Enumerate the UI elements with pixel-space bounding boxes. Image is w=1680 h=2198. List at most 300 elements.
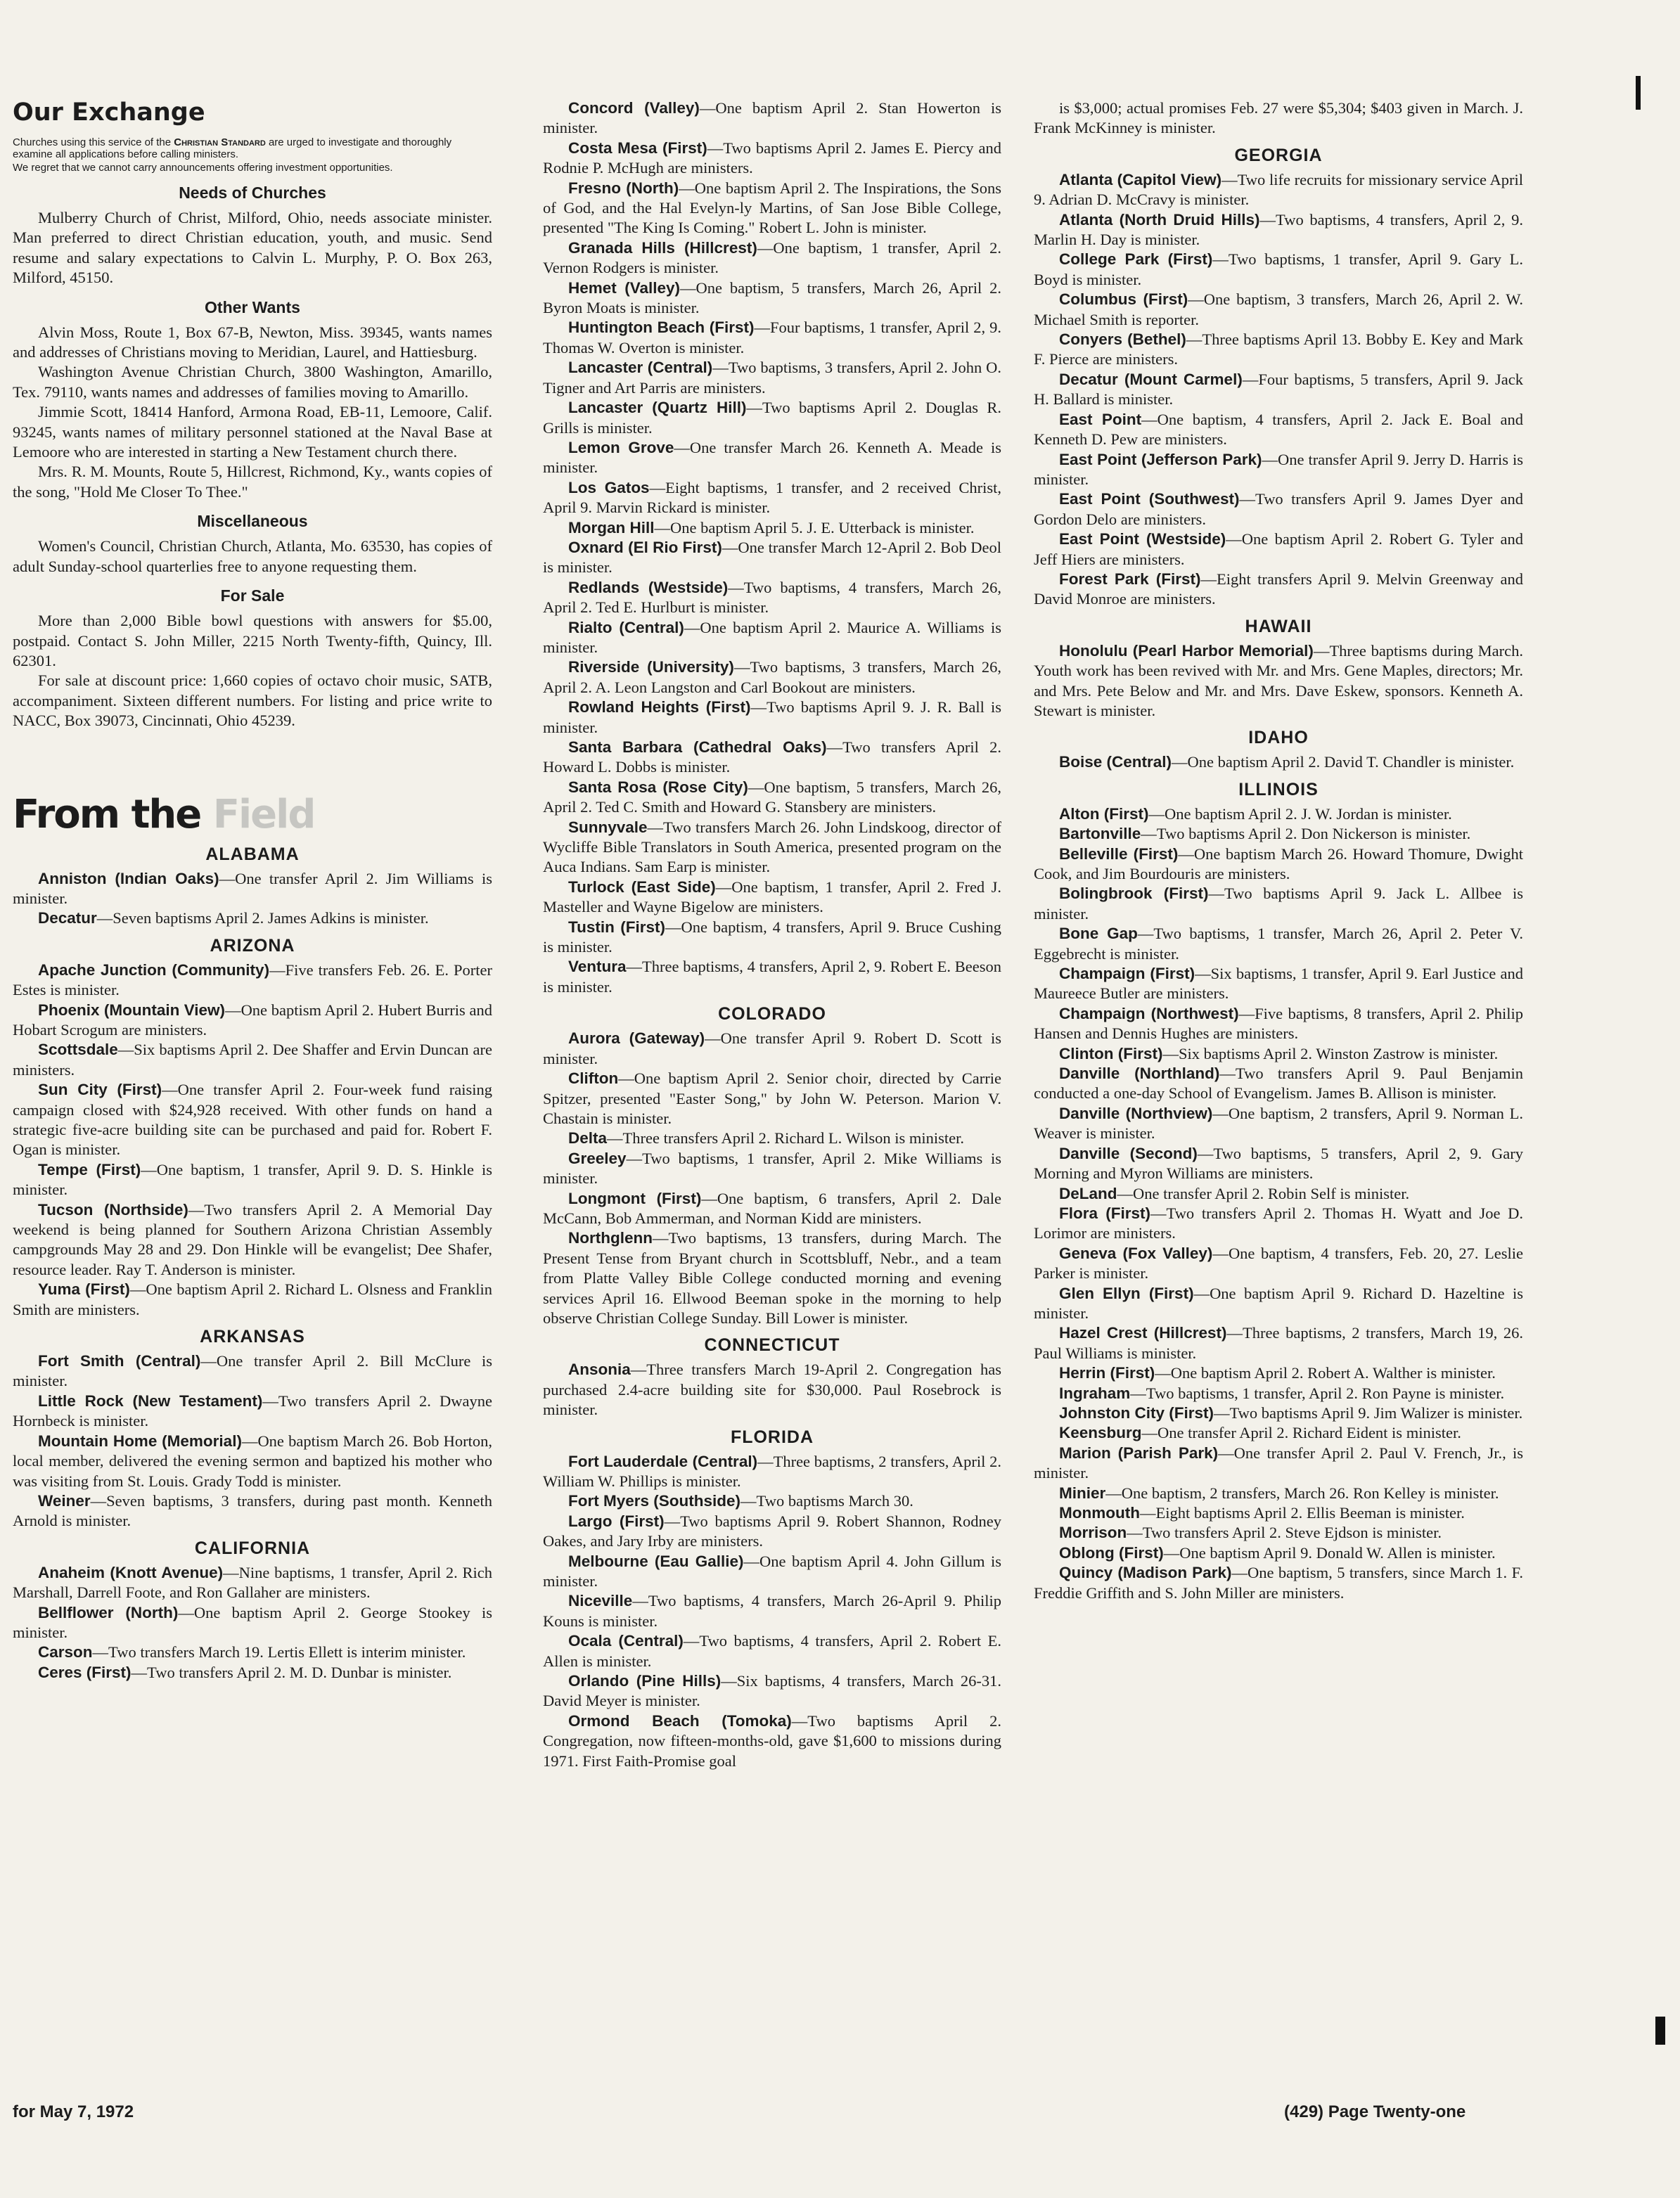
church-name: Ansonia — [568, 1361, 631, 1379]
report-text: —Two baptisms, 1 transfer, March 26, April 2. Peter V. Eggebrecht is minister. — [1034, 925, 1523, 963]
church-report — [1034, 98, 1523, 139]
church-report — [13, 1040, 492, 1080]
section-heading: Miscellaneous — [197, 512, 308, 531]
church-report — [1034, 370, 1523, 410]
classified-ad: More than 2,000 Bible bowl questions with answers for $5.00, postpaid. Contact S. John Miller, 2215 North Twenty-fifth, Quincy, Ill. 62301. — [13, 612, 492, 669]
church-report — [543, 1069, 1001, 1129]
report-text: —Three baptisms, 2 transfers, March 19, 26. Paul Williams is minister. — [1034, 1324, 1523, 1362]
church-name: Phoenix (Mountain View) — [38, 1001, 226, 1019]
church-report — [1034, 1104, 1523, 1144]
church-report — [1034, 924, 1523, 964]
note-text: Churches using this service of the — [13, 136, 174, 148]
footer-page-number: (429) Page Twenty-one — [1284, 2102, 1466, 2121]
report-text: —One baptism, 2 transfers, April 9. Norman L. Weaver is minister. — [1034, 1104, 1523, 1143]
church-report — [13, 1351, 492, 1392]
church-name: Tucson (Northside) — [38, 1200, 188, 1219]
church-report — [1034, 752, 1523, 772]
classified-ad: Alvin Moss, Route 1, Box 67-B, Newton, Miss. 39345, wants names and addresses of Christians moving to Meridian, Laurel, and Hattiesburg. — [13, 323, 492, 361]
report-text: —One baptism April 2. Stan Howerton is minister. — [543, 99, 1001, 137]
report-text: —Two baptisms, 4 transfers, March 26-April 9. Philip Kouns is minister. — [543, 1592, 1001, 1630]
report-text: —Two baptisms April 2. Congregation, now fifteen-months-old, gave $1,600 to missions during 1971. First Faith-Promise goal — [543, 1711, 1001, 1770]
footer-date: for May 7, 1972 — [13, 2102, 134, 2121]
report-text: —Three baptisms, 4 transfers, April 2, 9. Robert E. Beeson is minister. — [543, 958, 1001, 996]
church-name: Sunnyvale — [568, 818, 648, 836]
church-name: Oxnard (El Rio First) — [568, 538, 722, 556]
church-report — [13, 1643, 492, 1662]
left-column — [13, 98, 492, 2067]
report-text: —Two transfers April 9. Paul Benjamin conducted a one-day School of Evangelism. James B. Allison is minister. — [1034, 1065, 1523, 1103]
church-report — [1034, 210, 1523, 250]
church-report — [1034, 529, 1523, 570]
church-name: Bartonville — [1059, 825, 1141, 843]
report-text: —Seven baptisms April 2. James Adkins is minister. — [96, 909, 429, 927]
church-name: Fort Smith (Central) — [38, 1352, 201, 1370]
church-name: Forest Park (First) — [1059, 570, 1201, 588]
church-name: Niceville — [568, 1592, 633, 1610]
report-text: —Three baptisms April 13. Bobby E. Key and Mark F. Pierce are ministers. — [1034, 330, 1523, 368]
state-heading: HAWAII — [1245, 616, 1312, 636]
church-name: Marion (Parish Park) — [1059, 1444, 1219, 1462]
church-name: Redlands (Westside) — [568, 578, 729, 596]
report-text: —Two transfers April 9. James Dyer and Gordon Delo are ministers. — [1034, 490, 1523, 528]
edge-mark — [1636, 76, 1641, 110]
church-report — [13, 1603, 492, 1643]
report-text: —One baptism March 26. Bob Horton, local member, delivered the evening sermon and baptized his mother who was visiting from St. Louis. Grady Todd is minister. — [13, 1432, 492, 1490]
report-text: —Two baptisms April 9. Jim Walizer is minister. — [1214, 1403, 1523, 1422]
church-report — [543, 478, 1001, 518]
church-report — [543, 1360, 1001, 1420]
church-report — [13, 1200, 492, 1280]
church-report — [1034, 410, 1523, 450]
church-report — [543, 1149, 1001, 1189]
report-text: —One transfer April 2. Richard Eident is minister. — [1141, 1424, 1461, 1442]
state-heading: ILLINOIS — [1238, 779, 1319, 799]
field-column-3 — [1034, 98, 1523, 1603]
report-text: —Two transfers March 26. John Lindskoog, director of Wycliffe Bible Translators in South America, presented program on the Auca Indians. Sam Earp is minister. — [543, 818, 1001, 876]
report-text: —One transfer March 26. Kenneth A. Meade is minister. — [543, 438, 1001, 477]
middle-column — [543, 98, 1001, 2067]
church-name: Delta — [568, 1129, 608, 1148]
report-text: —Six baptisms, 1 transfer, April 9. Earl Justice and Maureece Butler are ministers. — [1034, 965, 1523, 1003]
report-text: —One baptism, 6 transfers, April 2. Dale McCann, Bob Ammerman, and Norman Kidd are ministers. — [543, 1189, 1001, 1227]
church-name: Carson — [38, 1643, 93, 1662]
report-text: —Two transfers April 2. Dwayne Hornbeck is minister. — [13, 1392, 492, 1430]
report-text: —One baptism April 2. Richard L. Olsness and Franklin Smith are ministers. — [13, 1280, 492, 1318]
church-name: Fort Lauderdale (Central) — [568, 1452, 758, 1470]
report-text: —Six baptisms April 2. Winston Zastrow is minister. — [1162, 1044, 1499, 1062]
church-report — [1034, 1523, 1523, 1543]
report-text: —Six baptisms, 4 transfers, March 26-31. David Meyer is minister. — [543, 1672, 1001, 1710]
church-name: Turlock (East Side) — [568, 878, 716, 896]
church-report — [543, 1228, 1001, 1328]
report-text: —One baptism April 2. Robert A. Walther is minister. — [1155, 1364, 1496, 1382]
church-report — [1034, 1543, 1523, 1563]
report-text: —One baptism, 4 transfers, April 2. Jack E. Boal and Kenneth D. Pew are ministers. — [1034, 410, 1523, 449]
publication-name: Christian Standard — [174, 136, 266, 148]
church-report — [543, 538, 1001, 578]
church-name: Huntington Beach (First) — [568, 319, 755, 337]
report-text: —Two baptisms April 9. Jack L. Allbee is minister. — [1034, 885, 1523, 923]
church-report — [13, 1663, 492, 1683]
report-text: —Two baptisms April 9. J. R. Ball is minister. — [543, 698, 1001, 736]
report-text: —Two transfers April 2. M. D. Dunbar is minister. — [131, 1663, 452, 1681]
church-report — [1034, 804, 1523, 824]
church-report — [543, 438, 1001, 478]
church-report — [1034, 1144, 1523, 1184]
church-name: Lancaster (Quartz Hill) — [568, 399, 747, 417]
church-name: East Point (Jefferson Park) — [1059, 450, 1262, 468]
report-text: —One baptism April 2. Hubert Burris and Hobart Scrogum are ministers. — [13, 1001, 492, 1039]
church-name: Conyers (Bethel) — [1059, 330, 1186, 349]
church-report — [1034, 1044, 1523, 1064]
field-column-2 — [543, 98, 1001, 1771]
report-text: —Eight baptisms April 2. Ellis Beeman is minister. — [1139, 1504, 1465, 1522]
church-name: Bone Gap — [1059, 925, 1138, 943]
church-name: Bolingbrook (First) — [1059, 885, 1209, 903]
report-text: is $3,000; actual promises Feb. 27 were $5,304; $403 given in March. J. Frank McKinney is minister. — [1034, 99, 1523, 137]
church-name: DeLand — [1059, 1184, 1117, 1202]
state-heading: ARIZONA — [210, 935, 295, 956]
church-report — [543, 1129, 1001, 1148]
church-report — [543, 318, 1001, 358]
report-text: —One baptism April 2. George Stookey is minister. — [13, 1603, 492, 1641]
report-text: —Two baptisms, 1 transfer, April 9. Gary L. Boyd is minister. — [1034, 250, 1523, 288]
state-heading: IDAHO — [1248, 728, 1309, 748]
church-report — [543, 1189, 1001, 1229]
report-text: —Two baptisms April 2. James E. Piercy and Rodnie P. McHugh are ministers. — [543, 139, 1001, 177]
church-report — [1034, 1484, 1523, 1503]
church-name: Ocala (Central) — [568, 1632, 684, 1650]
report-text: —One baptism, 5 transfers, March 26, April 2. Byron Moats is minister. — [543, 278, 1001, 317]
report-text: —Two life recruits for missionary service April 9. Adrian D. McCravy is minister. — [1034, 170, 1523, 209]
classified-ad: Mulberry Church of Christ, Milford, Ohio, needs associate minister. Man preferred to direct Christian education, youth, and music. Send resume and salary expectations to Calvin L. Murphy, P. O. Box 263, Milford, 45150. — [13, 209, 492, 287]
church-report — [1034, 1244, 1523, 1284]
state-heading: CALIFORNIA — [194, 1538, 311, 1558]
church-name: East Point (Southwest) — [1059, 490, 1240, 508]
state-heading: GEORGIA — [1234, 145, 1323, 165]
church-name: Sun City (First) — [38, 1081, 162, 1099]
church-report — [543, 878, 1001, 918]
report-text: —One transfer April 2. Paul V. French, Jr., is minister. — [1034, 1444, 1523, 1482]
report-text: —One transfer April 9. Robert D. Scott is minister. — [543, 1029, 1001, 1067]
church-name: Riverside (University) — [568, 658, 734, 676]
report-text: —Three baptisms, 2 transfers, April 2. William W. Phillips is minister. — [543, 1452, 1001, 1490]
field-title-dark: From the — [13, 791, 201, 837]
church-name: Santa Barbara (Cathedral Oaks) — [568, 738, 827, 756]
field-title-faded: Field — [212, 791, 315, 837]
report-text: —One baptism April 2. The Inspirations, the Sons of God, and the Hal Evelyn-ly Martins, of San Jose Bible College, presented "The King Is Coming." Robert L. John is minister. — [543, 179, 1001, 237]
report-text: —One baptism, 5 transfers, March 26, April 2. Ted C. Smith and Howard G. Stansbery are ministers. — [543, 778, 1001, 816]
edge-mark — [1655, 2017, 1665, 2045]
church-name: Little Rock (New Testament) — [38, 1392, 263, 1410]
church-name: Oblong (First) — [1059, 1543, 1164, 1562]
church-report — [13, 1001, 492, 1041]
church-name: Fort Myers (Southside) — [568, 1492, 741, 1510]
state-heading: ALABAMA — [205, 844, 300, 864]
church-report — [1034, 290, 1523, 330]
state-heading: CONNECTICUT — [704, 1335, 840, 1356]
report-text: —Two baptisms, 4 transfers, April 2, 9. Marlin H. Day is minister. — [1034, 210, 1523, 249]
section-heading: For Sale — [220, 586, 285, 605]
church-name: Northglenn — [568, 1229, 653, 1247]
note-text: are urged to investigate and thoroughly examine all applications before calling ministers. — [13, 136, 452, 160]
church-report — [1034, 1444, 1523, 1484]
church-name: Atlanta (Capitol View) — [1059, 170, 1222, 188]
report-text: —One baptism April 5. J. E. Utterback is minister. — [654, 518, 975, 536]
our-exchange-title: Our Exchange — [13, 98, 205, 127]
church-name: Danville (Second) — [1059, 1144, 1198, 1162]
church-name: Ingraham — [1059, 1384, 1131, 1402]
church-name: Santa Rosa (Rose City) — [568, 778, 748, 796]
church-report — [1034, 1284, 1523, 1324]
state-heading: ARKANSAS — [200, 1327, 305, 1347]
exchange-sections — [13, 184, 492, 731]
report-text: —Three transfers April 2. Richard L. Wilson is minister. — [607, 1129, 964, 1148]
church-report — [13, 1432, 492, 1491]
classified-ad: Women's Council, Christian Church, Atlanta, Mo. 63530, has copies of adult Sunday-school quarterlies free to anyone requesting them. — [13, 537, 492, 575]
report-text: —Two baptisms, 4 transfers, March 26, April 2. Ted E. Hurlburt is minister. — [543, 578, 1001, 617]
report-text: —Eight transfers April 9. Melvin Greenway and David Monroe are ministers. — [1034, 570, 1523, 608]
report-text: —One baptism, 4 transfers, April 9. Bruce Cushing is minister. — [543, 918, 1001, 956]
church-report — [1034, 1184, 1523, 1204]
church-report — [543, 1029, 1001, 1069]
church-name: Tempe (First) — [38, 1160, 141, 1178]
church-name: Alton (First) — [1059, 804, 1149, 823]
report-text: —Nine baptisms, 1 transfer, April 2. Rich Marshall, Darrell Foote, and Ron Gallaher are ministers. — [13, 1563, 492, 1602]
report-text: —Four baptisms, 1 transfer, April 2, 9. Thomas W. Overton is minister. — [543, 319, 1001, 356]
church-name: Longmont (First) — [568, 1189, 702, 1207]
church-report — [1034, 824, 1523, 844]
church-name: Orlando (Pine Hills) — [568, 1672, 722, 1690]
church-name: Anniston (Indian Oaks) — [38, 869, 219, 887]
report-text: —One baptism, 1 transfer, April 9. D. S. Hinkle is minister. — [13, 1160, 492, 1199]
church-name: Flora (First) — [1059, 1204, 1151, 1222]
church-name: Honolulu (Pearl Harbor Memorial) — [1059, 641, 1314, 660]
report-text: —One baptism April 2. J. W. Jordan is minister. — [1148, 804, 1452, 823]
church-report — [543, 398, 1001, 438]
church-report — [543, 778, 1001, 818]
report-text: —Two baptisms, 1 transfer, April 2. Ron Payne is minister. — [1130, 1384, 1505, 1402]
church-name: Concord (Valley) — [568, 99, 700, 117]
state-heading: FLORIDA — [730, 1427, 814, 1447]
church-name: Tustin (First) — [568, 918, 666, 936]
church-report — [543, 179, 1001, 238]
church-name: Weiner — [38, 1491, 91, 1510]
church-name: Glen Ellyn (First) — [1059, 1284, 1194, 1302]
church-name: Mountain Home (Memorial) — [38, 1432, 242, 1450]
church-name: East Point — [1059, 410, 1142, 428]
church-report — [13, 908, 492, 928]
classified-ad: Washington Avenue Christian Church, 3800 Washington, Amarillo, Tex. 79110, wants names and addresses of families moving to Amarillo. — [13, 363, 492, 401]
church-name: Keensburg — [1059, 1424, 1142, 1442]
church-report — [543, 358, 1001, 398]
church-report — [543, 139, 1001, 179]
church-report — [1034, 1384, 1523, 1403]
church-report — [543, 578, 1001, 618]
church-name: Decatur — [38, 909, 97, 927]
church-report — [1034, 1503, 1523, 1523]
report-text: —One transfer April 2. Bill McClure is minister. — [13, 1352, 492, 1390]
report-text: —Two baptisms, 3 transfers, March 26, April 2. A. Leon Langston and Carl Bookout are ministers. — [543, 658, 1001, 696]
church-name: Minier — [1059, 1484, 1106, 1502]
church-name: Geneva (Fox Valley) — [1059, 1244, 1213, 1262]
report-text: —Two transfers April 2. Howard L. Dobbs is minister. — [543, 738, 1001, 776]
church-report — [543, 518, 1001, 538]
church-name: Danville (Northview) — [1059, 1104, 1213, 1122]
report-text: —Two baptisms March 30. — [740, 1492, 913, 1510]
church-report — [1034, 844, 1523, 885]
church-name: Melbourne (Eau Gallie) — [568, 1552, 744, 1570]
section-heading: Needs of Churches — [179, 184, 326, 202]
classified-ad: For sale at discount price: 1,660 copies of octavo choir music, SATB, accompaniment. Sixteen different numbers. For listing and price write to NACC, Box 39073, Cincinnati, Ohio 45239. — [13, 671, 492, 730]
church-report — [543, 98, 1001, 139]
exchange-note — [13, 162, 492, 174]
note-text: We regret that we cannot carry announcements offering investment opportunities. — [13, 162, 393, 174]
church-name: Ormond Beach (Tomoka) — [568, 1711, 792, 1730]
report-text: —Two baptisms, 1 transfer, April 2. Mike Williams is minister. — [543, 1149, 1001, 1188]
church-report — [543, 1512, 1001, 1552]
church-report — [1034, 964, 1523, 1004]
report-text: —Two baptisms, 13 transfers, during March. The Present Tense from Bryant church in Scottsbluff, Nebr., and a team from Platte Valley Bible College conducted morning and evening services April 16. Ellwood Beeman spoke in the morning to help observe Christian College Sunday. Bill Lower is minister. — [543, 1229, 1001, 1327]
church-report — [543, 1671, 1001, 1711]
report-text: —One baptism March 26. Howard Thomure, Dwight Cook, and Jim Bourdouris are ministers. — [1034, 844, 1523, 882]
report-text: —One transfer April 2. Four-week fund raising campaign closed with $24,928 received. With other funds on hand a strategic five-acre building site can be purchased and paid for. Robert F. Ogan is minister. — [13, 1081, 492, 1159]
church-report — [13, 1392, 492, 1432]
report-text: —One baptism April 2. Robert G. Tyler and Jeff Hiers are ministers. — [1034, 530, 1523, 568]
church-name: East Point (Westside) — [1059, 530, 1226, 548]
report-text: —Five transfers Feb. 26. E. Porter Estes is minister. — [13, 960, 492, 999]
church-name: Champaign (First) — [1059, 965, 1195, 983]
church-report — [13, 1491, 492, 1531]
church-report — [543, 1711, 1001, 1771]
report-text: —One baptism, 2 transfers, March 26. Ron Kelley is minister. — [1105, 1484, 1499, 1502]
church-name: Clinton (First) — [1059, 1044, 1163, 1062]
church-name: Largo (First) — [568, 1512, 665, 1530]
church-name: Granada Hills (Hillcrest) — [568, 238, 757, 257]
church-name: Morgan Hill — [568, 518, 655, 536]
church-report — [1034, 489, 1523, 529]
church-report — [543, 657, 1001, 698]
church-report — [543, 957, 1001, 997]
church-name: Columbus (First) — [1059, 290, 1188, 309]
report-text: —Two transfers April 2. A Memorial Day weekend is being planned for Southern Arizona Christian Assembly campgrounds May 28 and 29. Don Hinkle will be evangelist; Dee Shafer, resource leader. Ray T. Anderson is minister. — [13, 1200, 492, 1278]
report-text: —Two baptisms April 9. Robert Shannon, Rodney Oakes, and Jary Irby are ministers. — [543, 1512, 1001, 1550]
report-text: —One baptism, 1 transfer, April 2. Fred J. Masteller and Wayne Bigelow are ministers. — [543, 878, 1001, 916]
church-name: Johnston City (First) — [1059, 1403, 1214, 1422]
church-name: Champaign (Northwest) — [1059, 1004, 1239, 1022]
church-report — [13, 869, 492, 909]
report-text: —One baptism, 4 transfers, Feb. 20, 27. Leslie Parker is minister. — [1034, 1244, 1523, 1283]
report-text: —Eight baptisms, 1 transfer, and 2 received Christ, April 9. Marvin Rickard is minister. — [543, 478, 1001, 517]
church-report — [13, 1080, 492, 1160]
church-report — [543, 1452, 1001, 1492]
church-report — [1034, 1363, 1523, 1383]
church-name: Los Gatos — [568, 478, 650, 496]
church-name: Yuma (First) — [38, 1280, 130, 1299]
report-text: —One baptism April 2. Maurice A. Williams is minister. — [543, 618, 1001, 656]
report-text: —One baptism, 3 transfers, March 26, April 2. W. Michael Smith is reporter. — [1034, 290, 1523, 328]
classified-ad: Jimmie Scott, 18414 Hanford, Armona Road, EB-11, Lemoore, Calif. 93245, wants names of military personnel stationed at the Naval Base at Lemoore who are interested in starting a New Testament church there. — [13, 403, 492, 461]
classified-ad: Mrs. R. M. Mounts, Route 5, Hillcrest, Richmond, Ky., wants copies of the song, "Hold Me Closer To Thee." — [13, 463, 492, 501]
report-text: —Three transfers March 19-April 2. Congregation has purchased 2.4-acre building site for $30,000. Paul Rosebrock is minister. — [543, 1361, 1001, 1419]
report-text: —Two transfers March 19. Lertis Ellett is interim minister. — [92, 1643, 466, 1662]
church-report — [543, 238, 1001, 278]
church-name: Apache Junction (Community) — [38, 960, 270, 979]
church-report — [543, 738, 1001, 778]
report-text: —One transfer April 9. Jerry D. Harris is minister. — [1034, 450, 1523, 488]
church-report — [543, 1491, 1001, 1511]
report-text: —Two baptisms, 4 transfers, April 2. Robert E. Allen is minister. — [543, 1632, 1001, 1670]
church-report — [13, 960, 492, 1001]
state-heading: COLORADO — [718, 1004, 826, 1024]
church-name: Quincy (Madison Park) — [1059, 1564, 1232, 1582]
report-text: —Three baptisms during March. Youth work has been revived with Mr. and Mrs. Gene Maples, directors; Mr. and Mrs. Pete Below and Mr. and Mrs. Dave Eskew, sponsors. Kenneth A. Stewart is minister. — [1034, 641, 1523, 719]
church-name: Scottsdale — [38, 1041, 118, 1059]
report-text: —One baptism April 9. Donald W. Allen is minister. — [1163, 1543, 1496, 1562]
church-report — [1034, 250, 1523, 290]
church-report — [13, 1280, 492, 1320]
church-name: Lemon Grove — [568, 438, 674, 456]
church-name: Belleville (First) — [1059, 844, 1179, 863]
from-the-field-title — [13, 792, 492, 837]
report-text: —Two baptisms April 2. Douglas R. Grills is minister. — [543, 399, 1001, 437]
church-report — [543, 818, 1001, 878]
church-name: Herrin (First) — [1059, 1364, 1155, 1382]
church-report — [543, 918, 1001, 958]
church-name: Ventura — [568, 958, 627, 976]
church-name: Clifton — [568, 1069, 619, 1088]
church-report — [1034, 1403, 1523, 1423]
church-report — [1034, 450, 1523, 490]
church-name: Hemet (Valley) — [568, 278, 681, 297]
church-name: Bellflower (North) — [38, 1603, 179, 1621]
church-report — [543, 1591, 1001, 1631]
church-report — [543, 1631, 1001, 1671]
report-text: —One transfer March 12-April 2. Bob Deol is minister. — [543, 538, 1001, 577]
church-report — [1034, 1004, 1523, 1044]
church-report — [543, 618, 1001, 658]
report-text: —Seven baptisms, 3 transfers, during past month. Kenneth Arnold is minister. — [13, 1491, 492, 1530]
church-report — [1034, 641, 1523, 721]
church-name: Danville (Northland) — [1059, 1065, 1220, 1083]
section-heading: Other Wants — [205, 297, 300, 316]
report-text: —Two transfers April 2. Thomas H. Wyatt and Joe D. Lorimor are ministers. — [1034, 1204, 1523, 1242]
report-text: —Five baptisms, 8 transfers, April 2. Philip Hansen and Dennis Hughes are ministers. — [1034, 1004, 1523, 1043]
report-text: —One baptism April 2. David T. Chandler is minister. — [1172, 753, 1515, 771]
church-name: Fresno (North) — [568, 179, 679, 197]
report-text: —Two baptisms, 5 transfers, April 2, 9. Gary Morning and Myron Williams are ministers. — [1034, 1144, 1523, 1183]
church-name: Rialto (Central) — [568, 618, 684, 636]
church-name: College Park (First) — [1059, 250, 1213, 269]
field-column-1 — [13, 844, 492, 1683]
report-text: —Four baptisms, 5 transfers, April 9. Jack H. Ballard is minister. — [1034, 370, 1523, 409]
church-name: Monmouth — [1059, 1504, 1140, 1522]
church-name: Greeley — [568, 1149, 627, 1167]
church-report — [1034, 330, 1523, 370]
church-report — [1034, 1064, 1523, 1104]
report-text: —Six baptisms April 2. Dee Shaffer and Ervin Duncan are ministers. — [13, 1041, 492, 1079]
church-report — [543, 1552, 1001, 1592]
church-name: Rowland Heights (First) — [568, 698, 751, 716]
church-report — [13, 1563, 492, 1603]
church-report — [1034, 1204, 1523, 1244]
church-name: Atlanta (North Druid Hills) — [1059, 210, 1260, 229]
report-text: —One baptism, 1 transfer, April 2. Vernon Rodgers is minister. — [543, 238, 1001, 277]
church-name: Costa Mesa (First) — [568, 139, 707, 157]
report-text: —One baptism, 5 transfers, since March 1. F. Freddie Griffith and S. John Miller are ministers. — [1034, 1564, 1523, 1602]
church-report — [1034, 884, 1523, 924]
church-name: Hazel Crest (Hillcrest) — [1059, 1324, 1227, 1342]
